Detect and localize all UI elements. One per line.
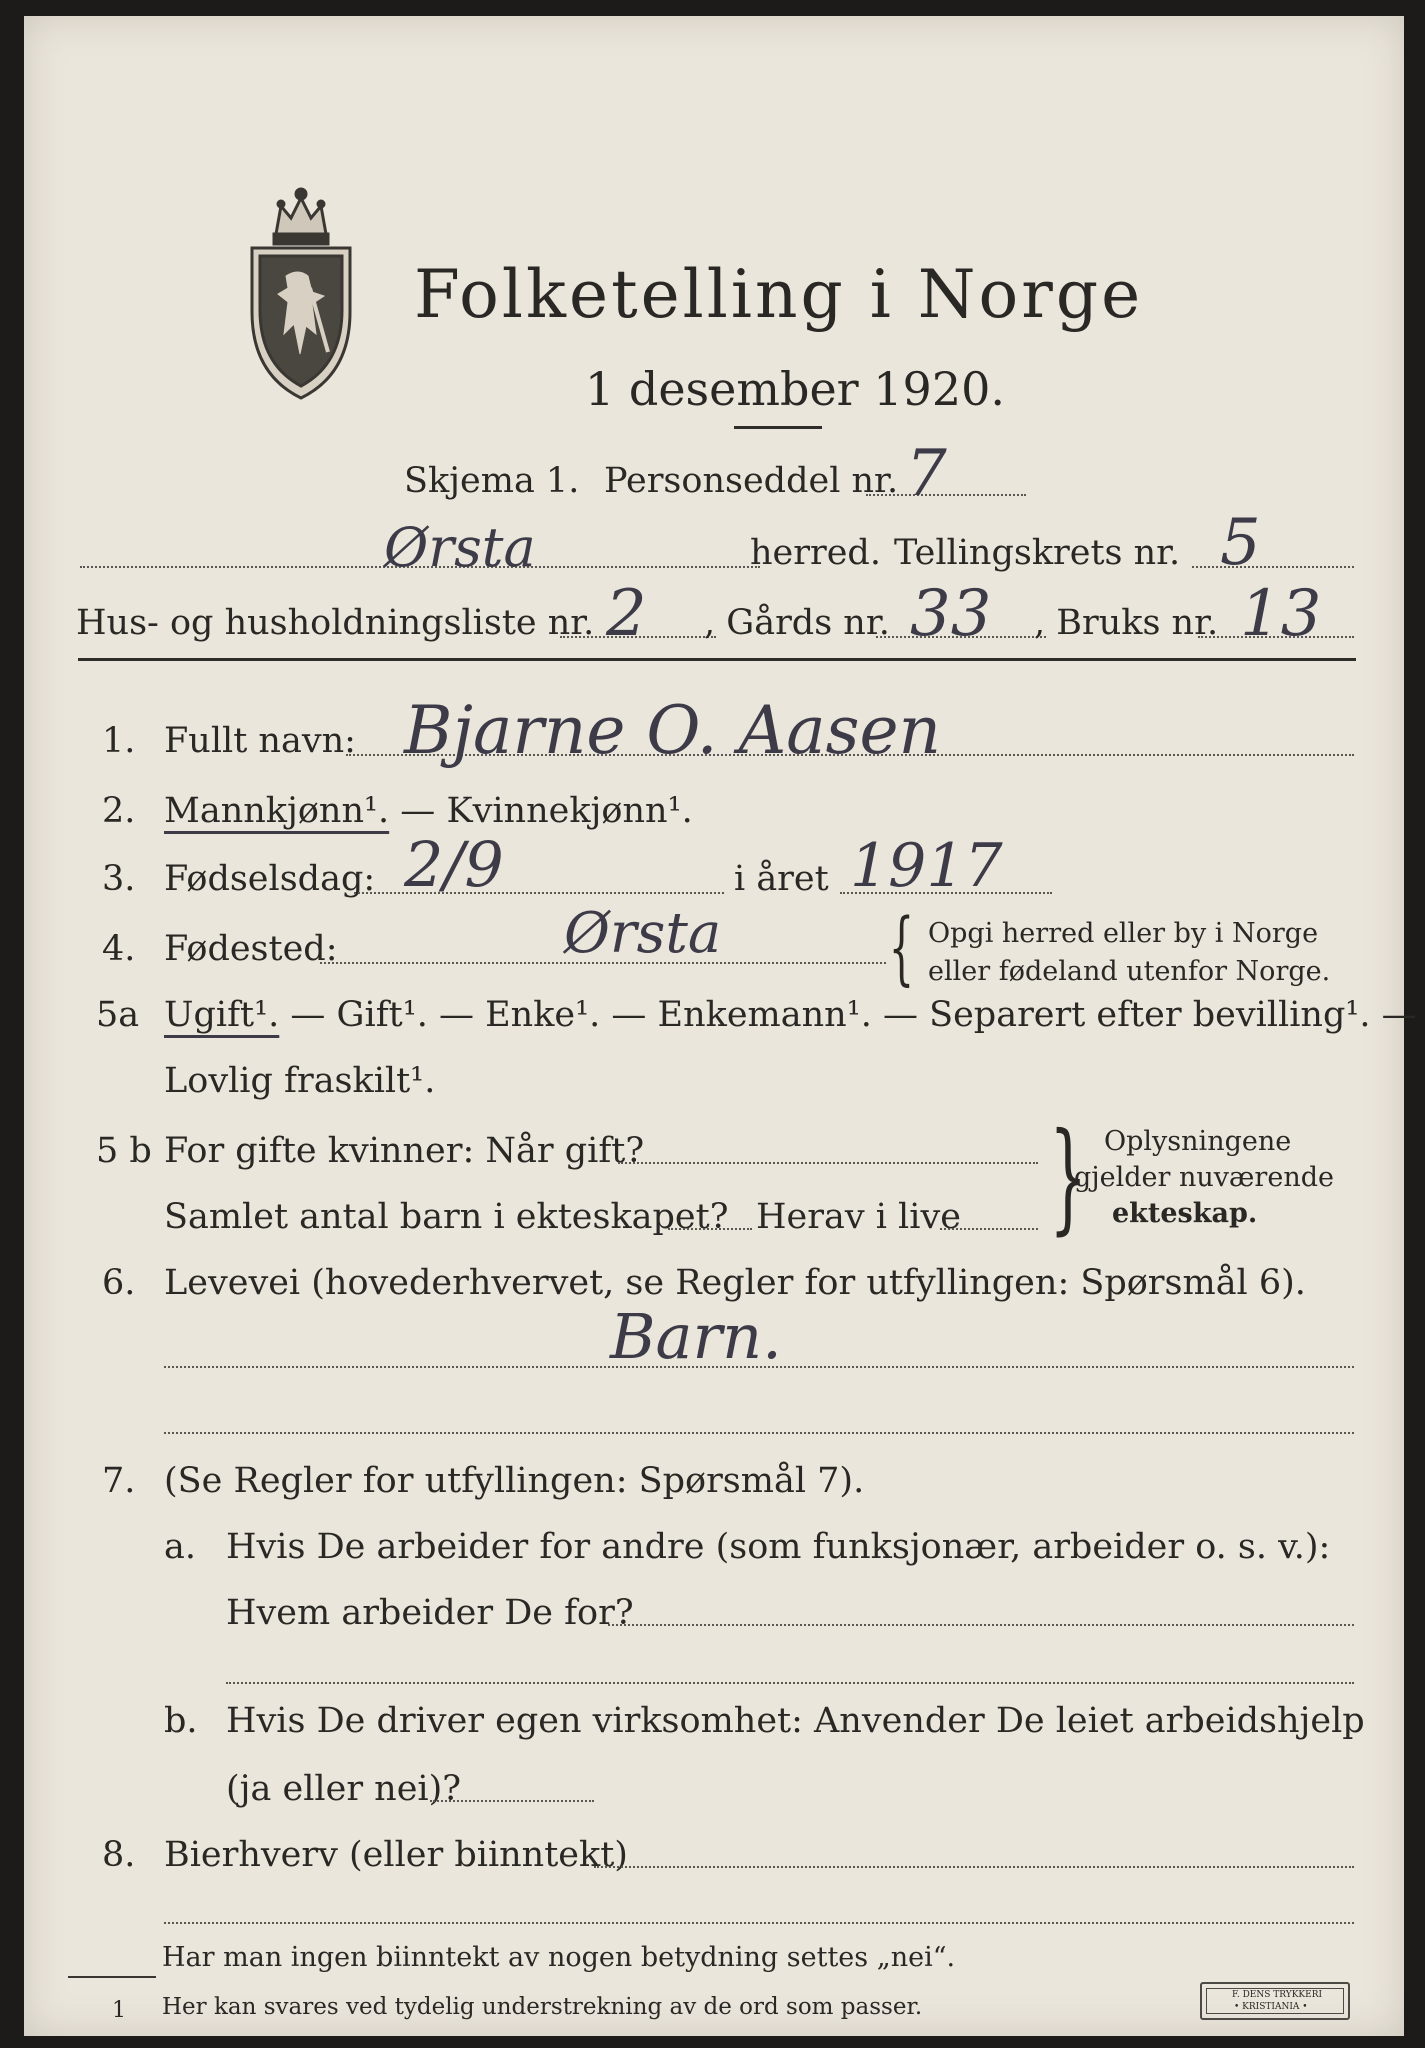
q5b-note-brace: } bbox=[1049, 1108, 1088, 1247]
q2-options bbox=[164, 791, 693, 831]
personseddel-value[interactable]: 7 bbox=[906, 437, 947, 511]
q2-male-option[interactable]: Mannkjønn¹. bbox=[164, 791, 390, 831]
q7b-question: (ja eller nei)? bbox=[226, 1769, 462, 1809]
gards-value[interactable]: 33 bbox=[910, 577, 992, 651]
footnote-text: Her kan svares ved tydelig understrekning av de ord som passer. bbox=[162, 1994, 923, 2020]
q1-number: 1. bbox=[102, 721, 136, 761]
q7b-dots bbox=[430, 1800, 594, 1802]
q5b-note-line3: ekteskap. bbox=[1112, 1198, 1258, 1229]
q7a-dots-2 bbox=[226, 1682, 1354, 1684]
q8-number: 8. bbox=[102, 1835, 136, 1875]
q7a-text: Hvis De arbeider for andre (som funksjonær, arbeider o. s. v.): bbox=[226, 1527, 1331, 1567]
gards-label: , Gårds nr. bbox=[704, 603, 890, 643]
printer-stamp-line2: • KRISTIANIA • bbox=[1234, 2002, 1308, 2012]
q5b-note-line1: Oplysningene bbox=[1104, 1126, 1292, 1157]
q4-note-line2: eller fødeland utenfor Norge. bbox=[928, 956, 1331, 987]
herred-label: herred. bbox=[750, 533, 881, 573]
bruks-value[interactable]: 13 bbox=[1240, 577, 1322, 651]
hus-value[interactable]: 2 bbox=[606, 577, 647, 651]
q5b-label1: For gifte kvinner: Når gift? bbox=[164, 1131, 645, 1171]
q2-separator: — bbox=[389, 791, 447, 831]
bruks-label: , Bruks nr. bbox=[1034, 603, 1219, 643]
q5a-options bbox=[164, 995, 1417, 1035]
q8-dots-1 bbox=[594, 1866, 1354, 1868]
q7-number: 7. bbox=[102, 1461, 136, 1501]
q6-number: 6. bbox=[102, 1263, 136, 1303]
q5a-ugift-option[interactable]: Ugift¹. bbox=[164, 995, 280, 1035]
q5b-barn-dots bbox=[668, 1228, 752, 1230]
q5b-label3: Herav i live bbox=[756, 1197, 961, 1237]
printer-stamp bbox=[1200, 1982, 1350, 2020]
q3-number: 3. bbox=[102, 859, 136, 899]
header-separator bbox=[78, 658, 1356, 661]
q7b-letter: b. bbox=[164, 1701, 198, 1741]
q3-year-label: i året bbox=[734, 859, 829, 899]
q5a-number: 5a bbox=[96, 995, 140, 1035]
q5b-label2: Samlet antal barn i ekteskapet? bbox=[164, 1197, 729, 1237]
footnote-mark: 1 bbox=[112, 1998, 126, 2023]
q5a-line2[interactable]: Lovlig fraskilt¹. bbox=[164, 1061, 436, 1101]
q5a-other-options[interactable]: — Gift¹. — Enke¹. — Enkemann¹. — Separert efter bevilling¹. — bbox=[290, 995, 1417, 1035]
tellingskrets-label: Tellingskrets nr. bbox=[894, 533, 1181, 573]
q7a-letter: a. bbox=[164, 1527, 196, 1567]
printer-stamp-line1: F. DENS TRYKKERI bbox=[1232, 1990, 1323, 2000]
q7b-text: Hvis De driver egen virksomhet: Anvender De leiet arbeidshjelp bbox=[226, 1701, 1365, 1741]
tellingskrets-dots bbox=[1192, 566, 1354, 568]
personseddel-label: Personseddel nr. bbox=[604, 461, 899, 501]
q5b-gift-dots bbox=[618, 1162, 1038, 1164]
q6-label: Levevei (hovederhvervet, se Regler for utfyllingen: Spørsmål 6). bbox=[164, 1263, 1306, 1303]
q4-number: 4. bbox=[102, 929, 136, 969]
q4-label: Fødested: bbox=[164, 929, 338, 969]
q8-label: Bierhverv (eller biinntekt) bbox=[164, 1835, 628, 1875]
q6-dots-2 bbox=[164, 1432, 1354, 1434]
herred-value[interactable]: Ørsta bbox=[384, 516, 536, 579]
title-divider bbox=[734, 426, 822, 429]
footnote-rule bbox=[68, 1976, 156, 1978]
q7a-dots-1 bbox=[608, 1624, 1354, 1626]
census-date: 1 desember 1920. bbox=[585, 362, 1005, 416]
q7-label: (Se Regler for utfyllingen: Spørsmål 7). bbox=[164, 1461, 865, 1501]
q4-note-brace: { bbox=[888, 901, 915, 994]
q3-year-value[interactable]: 1917 bbox=[850, 831, 1003, 901]
q5b-number: 5 b bbox=[96, 1131, 152, 1171]
footer-note: Har man ingen biinntekt av nogen betydning settes „nei“. bbox=[162, 1942, 956, 1973]
q7a-question: Hvem arbeider De for? bbox=[226, 1593, 634, 1633]
q6-value[interactable]: Barn. bbox=[610, 1300, 782, 1373]
coat-of-arms-icon bbox=[246, 184, 356, 404]
q4-note-line1: Opgi herred eller by i Norge bbox=[928, 918, 1319, 949]
q5b-live-dots bbox=[940, 1228, 1038, 1230]
q8-dots-2 bbox=[164, 1922, 1354, 1924]
q5b-note-line2: gjelder nuværende bbox=[1074, 1162, 1334, 1193]
tellingskrets-value[interactable]: 5 bbox=[1220, 506, 1261, 580]
q1-label: Fullt navn: bbox=[164, 721, 356, 761]
q2-number: 2. bbox=[102, 791, 136, 831]
q2-female-option[interactable]: Kvinnekjønn¹. bbox=[446, 791, 693, 831]
q3-value[interactable]: 2/9 bbox=[404, 828, 504, 901]
q4-value[interactable]: Ørsta bbox=[564, 901, 722, 966]
skjema-label: Skjema 1. bbox=[404, 461, 580, 501]
q3-label: Fødselsdag: bbox=[164, 859, 376, 899]
hus-label: Hus- og husholdningsliste nr. bbox=[76, 603, 595, 643]
form-title: Folketelling i Norge bbox=[414, 256, 1144, 333]
q1-value[interactable]: Bjarne O. Aasen bbox=[404, 692, 942, 769]
paper-sheet bbox=[24, 16, 1417, 2036]
